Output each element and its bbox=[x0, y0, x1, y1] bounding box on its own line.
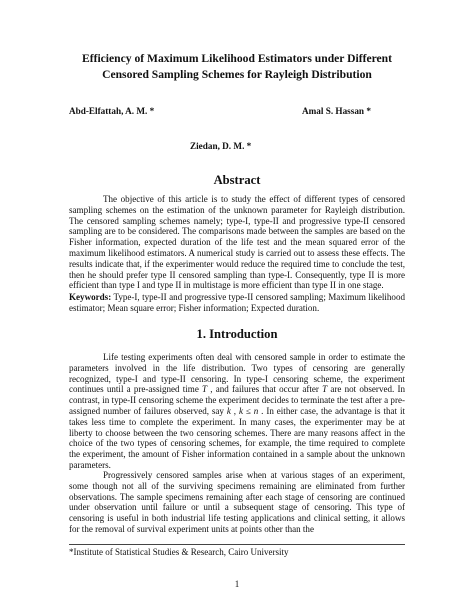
keywords-text: Type-I, type-II and progressive type-II censored sampling; Maximum likelihood estimator; Mean square error; Fisher information; Expected duration. bbox=[69, 292, 405, 313]
section-heading: 1. Introduction bbox=[196, 327, 278, 341]
keywords-label: Keywords: bbox=[69, 292, 112, 302]
intro-text-b: , and failures that occur after bbox=[207, 384, 323, 395]
paper-title: Efficiency of Maximum Likelihood Estimators under Different Censored Sampling Schemes for Rayleigh Distribution bbox=[81, 52, 392, 81]
math-k: k bbox=[226, 405, 231, 416]
abstract-heading: Abstract bbox=[213, 173, 261, 187]
intro-text-a: Life testing experiments often deal with censored sample in order to estimate the parameters involved in the life distribution. Two types of censoring are generally recognized, type-I and type-II censoring. In type-I censoring scheme, the experiment continues until a pre-assigned time bbox=[69, 352, 405, 395]
math-k-le-n: k ≤ n bbox=[238, 405, 259, 416]
footnote-rule bbox=[69, 544, 405, 545]
footnote: *Institute of Statistical Studies & Research, Cairo University bbox=[69, 547, 289, 557]
math-T: T bbox=[202, 384, 208, 395]
intro-text-c: are not observed. In contrast, in type-II censoring scheme the experiment decides to terminate the test after a pre-assigned number of failures observed, say bbox=[69, 384, 406, 416]
author-3: Ziedan, D. M. * bbox=[190, 141, 252, 151]
intro-text-d: , bbox=[230, 405, 239, 416]
page-number: 1 bbox=[234, 579, 240, 589]
author-1: Abd-Elfattah, A. M. * bbox=[69, 106, 155, 116]
intro-text-e: . In either case, the advantage is that it takes less time to complete the experiment. In many cases, the experimenter may be at liberty to choose between the two censoring schemes. There are many reasons affect in the choice of the two types of censoring schemes, for example, the time required to complete the experiment, the amount of Fisher information contained in a sample about the unknown parameters. bbox=[69, 405, 405, 470]
intro-text-2: Progressively censored samples arise when at various stages of an experiment, some though not all of the surviving specimens remaining are eliminated from further observations. The sample specimens remaining after each stage of censoring are continued under observation until failure or until a subsequent stage of censoring. This type of censoring is useful in both industrial life testing applications and clinical setting, it allows for the removal of survival experiment units at points other than the bbox=[69, 470, 405, 534]
abstract-text: The objective of this article is to study the effect of different types of censored sampling schemes on the estimation of the unknown parameter for Rayleigh distribution. The censored sampling schemes namely; type-I, type-II and progressive type-II censored sampling are to be considered. The comparisons made between the samples are based on the Fisher information, expected duration of the life test and the mean squared error of the maximum likelihood estimators. A numerical study is carried out to assess these effects. The results indicate that, if the experimenter would reduce the required time to conclude the test, then he should prefer type II censored sampling than type-I. Consequently, type II is more efficient than type I and type II in multistage is more efficient than type II in one stage. bbox=[69, 194, 405, 291]
intro-paragraph-2 bbox=[69, 470, 405, 535]
author-2: Amal S. Hassan * bbox=[302, 106, 371, 116]
keywords-paragraph bbox=[69, 292, 405, 314]
abstract-paragraph bbox=[69, 194, 405, 291]
intro-paragraph-1 bbox=[69, 352, 405, 471]
math-T: T bbox=[322, 384, 328, 395]
